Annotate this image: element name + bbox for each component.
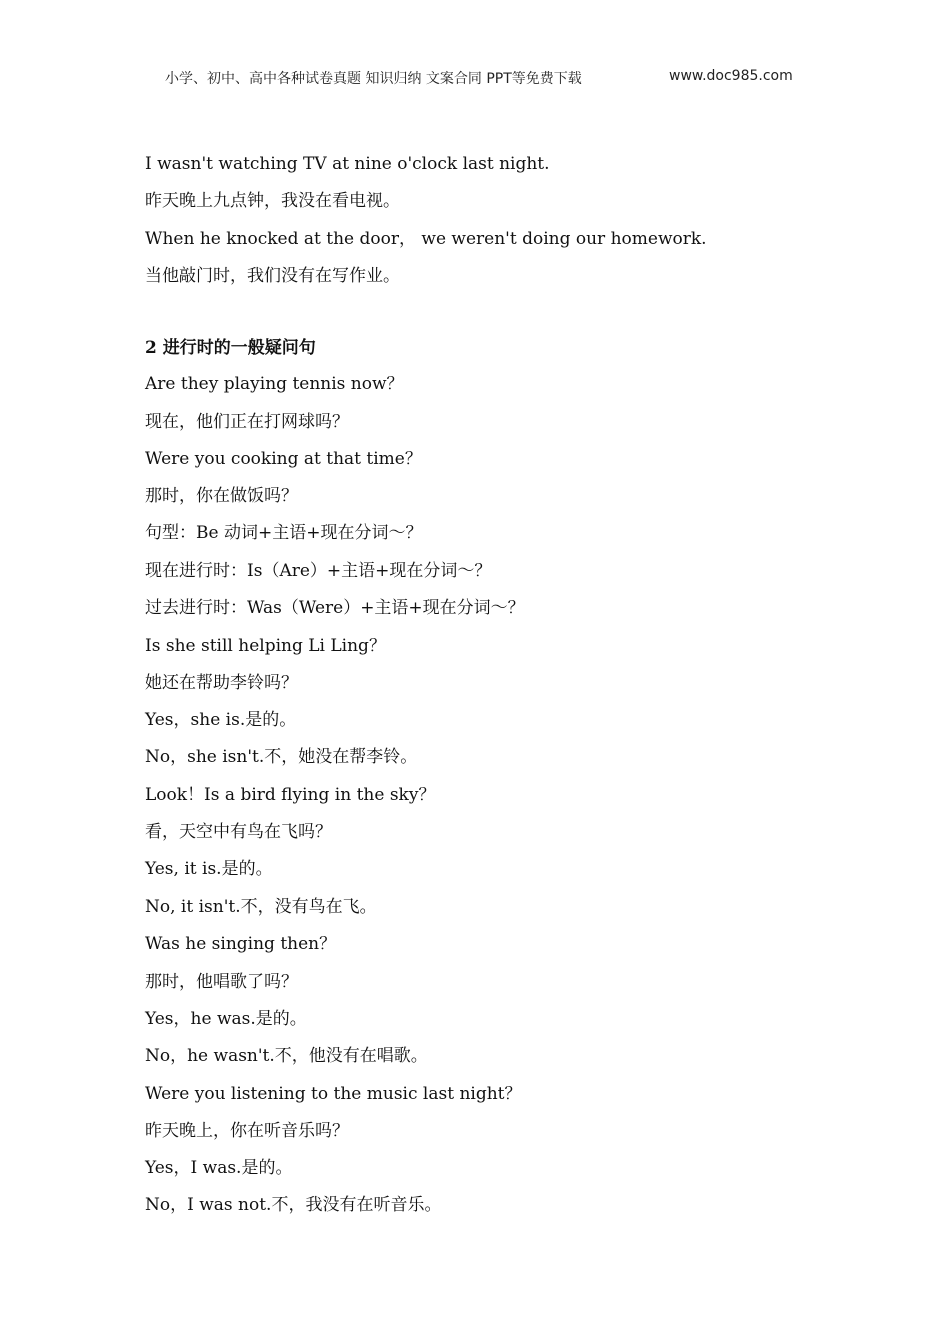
- translation-line: 现在，他们正在打网球吗？: [145, 412, 349, 432]
- sentence-line: Are they playing tennis now？: [145, 374, 404, 394]
- translation-line: 昨天晚上，你在听音乐吗？: [145, 1121, 349, 1141]
- sentence-line: I wasn't watching TV at nine o'clock last night.: [145, 154, 550, 174]
- pattern-line: 句型：Be 动词+主语+现在分词～？: [145, 523, 423, 543]
- answer-line: No，he wasn't.不，他没有在唱歌。: [145, 1046, 428, 1066]
- sentence-line: Was he singing then？: [145, 934, 337, 954]
- header-site-link[interactable]: www.doc985.com: [669, 68, 793, 84]
- answer-line: No，she isn't.不，她没在帮李铃。: [145, 747, 418, 767]
- section-heading: 2 进行时的一般疑问句: [145, 338, 316, 358]
- translation-line: 那时，你在做饭吗？: [145, 486, 298, 506]
- answer-line: No，I was not.不，我没有在听音乐。: [145, 1195, 442, 1215]
- sentence-line: Were you cooking at that time？: [145, 449, 422, 469]
- answer-line: Yes，she is.是的。: [145, 710, 297, 730]
- sentence-line: Look！Is a bird flying in the sky？: [145, 785, 436, 805]
- translation-line: 当他敲门时，我们没有在写作业。: [145, 266, 400, 286]
- translation-line: 那时，他唱歌了吗？: [145, 972, 298, 992]
- translation-line: 她还在帮助李铃吗？: [145, 673, 298, 693]
- header-download-text: 小学、初中、高中各种试卷真题 知识归纳 文案合同 PPT等免费下载: [165, 71, 582, 87]
- translation-line: 看，天空中有鸟在飞吗？: [145, 822, 332, 842]
- sentence-line: When he knocked at the door， we weren't doing our homework.: [145, 229, 707, 249]
- sentence-line: Were you listening to the music last night？: [145, 1084, 522, 1104]
- pattern-line: 现在进行时：Is（Are）+主语+现在分词～？: [145, 561, 492, 581]
- sentence-line: Is she still helping Li Ling？: [145, 636, 386, 656]
- answer-line: Yes，he was.是的。: [145, 1009, 307, 1029]
- answer-line: Yes，I was.是的。: [145, 1158, 293, 1178]
- page-header: [0, 68, 950, 90]
- translation-line: 昨天晚上九点钟，我没在看电视。: [145, 191, 400, 211]
- answer-line: No, it isn't.不，没有鸟在飞。: [145, 897, 377, 917]
- pattern-line: 过去进行时：Was（Were）+主语+现在分词～？: [145, 598, 525, 618]
- answer-line: Yes, it is.是的。: [145, 859, 273, 879]
